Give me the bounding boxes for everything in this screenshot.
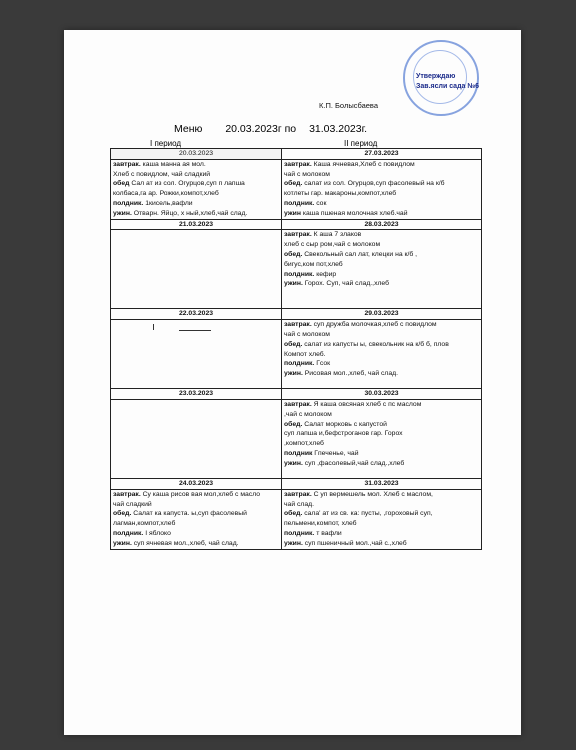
- approver-name: К.П. Болысбаева: [319, 101, 378, 110]
- meal-line: пельмени,компот, хлеб: [284, 520, 357, 528]
- left-meals: [111, 399, 282, 478]
- meal-line: обед. салат из капусты ы, свекольник на к/б б, плов: [284, 340, 449, 348]
- meal-line: лагман,компот,хлеб: [113, 520, 176, 528]
- left-meals: [111, 489, 282, 549]
- meal-line: обед. Салат морковь с капустой: [284, 420, 387, 428]
- stamp-text: [416, 72, 479, 92]
- meal-line: чай слад.: [284, 500, 315, 508]
- date-from: 20.03.2023г по: [225, 123, 297, 135]
- right-meals: [282, 230, 482, 309]
- meal-line: суп лапша и,бефстроганов гар. Горох: [284, 430, 403, 438]
- meal-line: котлеты гар. макароны,компот,хлеб: [284, 190, 397, 198]
- meal-line: Компот хлеб.: [284, 350, 326, 358]
- left-date: 24.03.2023: [111, 478, 282, 489]
- left-date: 22.03.2023: [111, 309, 282, 320]
- meal-line: завтрак. суп дружба молочкая,хлеб с повидлом: [284, 321, 437, 329]
- meal-line: полдник. т вафли: [284, 529, 342, 537]
- meal-line: полдник. сок: [284, 199, 327, 207]
- right-meals: [282, 489, 482, 549]
- meal-line: обед. Свекольный сал лат, клецки на к/б ,: [284, 250, 418, 258]
- meal-line: полдник. I яблоко: [113, 529, 171, 537]
- left-meals: [111, 159, 282, 219]
- meal-line: обед. салат из сол. Огурцов,суп фасолевый на к/б: [284, 180, 445, 188]
- meal-line: чай с молоком: [284, 170, 330, 178]
- date-row: [111, 219, 482, 230]
- meal-line: завтрак. Су каша рисов вая мол,хлеб с масло: [113, 490, 261, 498]
- pen-mark: [113, 320, 279, 334]
- meal-line: завтрак. С уп вермешель мол. Хлеб с маслом,: [284, 490, 433, 498]
- meal-line: Хлеб с повидлом, чай сладкий: [113, 170, 211, 178]
- meal-line: обед. Салат ка капуста. ы,суп фасолевый: [113, 510, 247, 518]
- right-date: 27.03.2023: [282, 149, 482, 160]
- date-row: [111, 149, 482, 160]
- meal-row: [111, 489, 482, 549]
- meal-line: ,чай с молоком: [284, 410, 332, 418]
- meal-line: ужин. суп ,фасолевый,чай слад.,хлеб: [284, 459, 405, 467]
- meal-line: полдник. Гсок: [284, 360, 331, 368]
- meal-line: ужин. Отварн. Яйцо, х ный,хлеб,чай слад.: [113, 209, 248, 217]
- right-meals: [282, 159, 482, 219]
- right-meals: [282, 399, 482, 478]
- meal-line: полдник Гпеченье, чай: [284, 449, 359, 457]
- right-meals: [282, 320, 482, 389]
- meal-line: обед Сал ат из сол. Огурцов,суп п лапша: [113, 180, 245, 188]
- meal-line: завтрак. К аша 7 злаков: [284, 231, 362, 239]
- date-row: [111, 389, 482, 400]
- meal-line: ужин. суп ячневая мол.,хлеб, чай слад.: [113, 539, 239, 547]
- right-date: 30.03.2023: [282, 389, 482, 400]
- meal-row: [111, 159, 482, 219]
- date-row: [111, 309, 482, 320]
- right-date: 28.03.2023: [282, 219, 482, 230]
- stamp-line-2: Зав.ясли сада №6: [416, 83, 480, 90]
- stamp-line-1: Утверждаю: [416, 73, 456, 80]
- left-date: 21.03.2023: [111, 219, 282, 230]
- meal-line: завтрак. Я каша овсяная хлеб с пс маслом: [284, 400, 422, 408]
- meal-line: ужин каша пшеная молочная хлеб.чай: [284, 209, 408, 217]
- left-meals: [111, 230, 282, 309]
- left-date: 23.03.2023: [111, 389, 282, 400]
- meal-line: бигус,ком пот,хлеб: [284, 260, 343, 268]
- meal-line: завтрак. каша манна ая мол.: [113, 160, 206, 168]
- meal-line: хлеб с сыр ром,чай с молоком: [284, 241, 381, 249]
- meal-line: ужин. Рисовая мол.,хлеб, чай слад.: [284, 370, 399, 378]
- meal-row: [111, 230, 482, 309]
- period-1-label: I период: [150, 139, 182, 148]
- menu-table: [110, 148, 482, 550]
- meal-line: чай сладкий: [113, 500, 152, 508]
- meal-row: [111, 320, 482, 389]
- meal-line: колбаса,га ар. Рожки,компот,хлеб: [113, 190, 219, 198]
- menu-label: Меню: [174, 123, 203, 135]
- meal-line: чай с молоком: [284, 330, 330, 338]
- right-date: 31.03.2023: [282, 478, 482, 489]
- period-2-label: II период: [344, 139, 378, 148]
- date-row: [111, 478, 482, 489]
- meal-line: ужин. Горох. Суп, чай слад.,хлеб: [284, 280, 390, 288]
- document-page: [64, 30, 521, 735]
- meal-line: ужин. суп пшеничный мол.,чай с.,хлеб: [284, 539, 407, 547]
- meal-line: обед. сала' ат из св. ка: пусты, ,гороховый суп,: [284, 510, 433, 518]
- meal-line: полдник. кефир: [284, 270, 337, 278]
- left-meals: [111, 320, 282, 389]
- meal-row: [111, 399, 482, 478]
- meal-line: ,компот,хлеб: [284, 440, 324, 448]
- meal-line: завтрак. Каша ячневая,Хлеб с повидлом: [284, 160, 415, 168]
- right-date: 29.03.2023: [282, 309, 482, 320]
- meal-line: полдник. 1кисель,вафли: [113, 199, 193, 207]
- page-title: [174, 123, 367, 135]
- left-date: 20.03.2023: [111, 149, 282, 160]
- date-to: 31.03.2023г.: [309, 123, 368, 135]
